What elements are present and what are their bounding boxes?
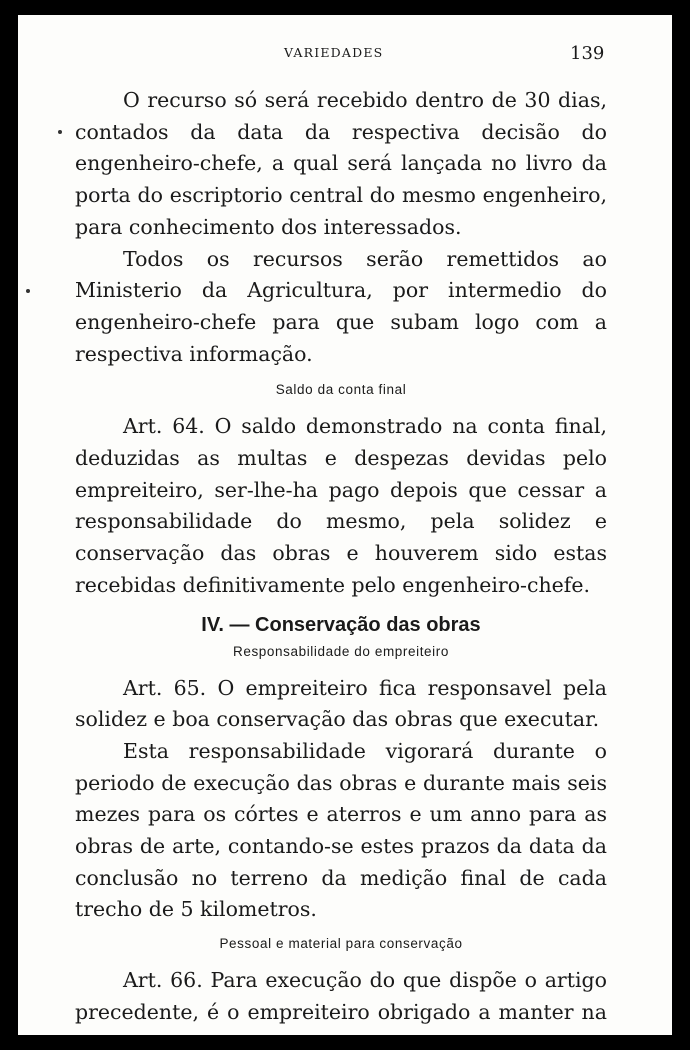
subheading-saldo: Saldo da conta final bbox=[275, 382, 407, 398]
page-body bbox=[75, 85, 607, 1029]
margin-dot bbox=[26, 289, 30, 293]
running-head bbox=[18, 43, 672, 63]
paragraph-responsabilidade: Esta responsabilidade vigorará durante o periodo de execução das obras e durante mais seis mezes para os córtes e aterros e um anno para as obras de arte, contando-se estes prazos da data da conclusão no terreno da medição final de cada trecho de 5 kilometros. bbox=[75, 738, 607, 922]
book-page bbox=[18, 15, 672, 1035]
paragraph-recursos-remettidos: Todos os recursos serão remettidos ao Ministerio da Agricultura, por intermedio do engenheiro-chefe para que subam logo com a respectiva informação. bbox=[75, 246, 607, 366]
margin-dot bbox=[58, 130, 62, 134]
article-64: Art. 64. O saldo demonstrado na conta final, deduzidas as multas e despezas devidas pelo empreiteiro, ser-lhe-ha pago depois que cessar a responsabilidade do mesmo, pela solidez e conservação das obras e houverem sido estas recebidas definitivamente pelo engenheiro-chefe. bbox=[75, 414, 607, 597]
subheading-pessoal: Pessoal e material para conservação bbox=[219, 936, 463, 952]
subheading-responsabilidade: Responsabilidade do empreiteiro bbox=[233, 643, 449, 659]
paragraph-recurso: O recurso só será recebido dentro de 30 dias, contados da data da respectiva decisão do engenheiro-chefe, a qual será lançada no livro da porta do escriptorio central do mesmo engenheiro, para conhecimento dos interessados. bbox=[75, 88, 607, 239]
section-heading: IV. — Conservação das obras bbox=[201, 613, 481, 636]
article-65: Art. 65. O empreiteiro fica responsavel pela solidez e boa conservação das obras que executar. bbox=[75, 675, 607, 732]
page-number: 139 bbox=[570, 43, 605, 64]
running-title: VARIEDADES bbox=[284, 45, 384, 60]
article-66: Art. 66. Para execução do que dispõe o artigo precedente, é o empreiteiro obrigado a manter na bbox=[75, 968, 607, 1024]
